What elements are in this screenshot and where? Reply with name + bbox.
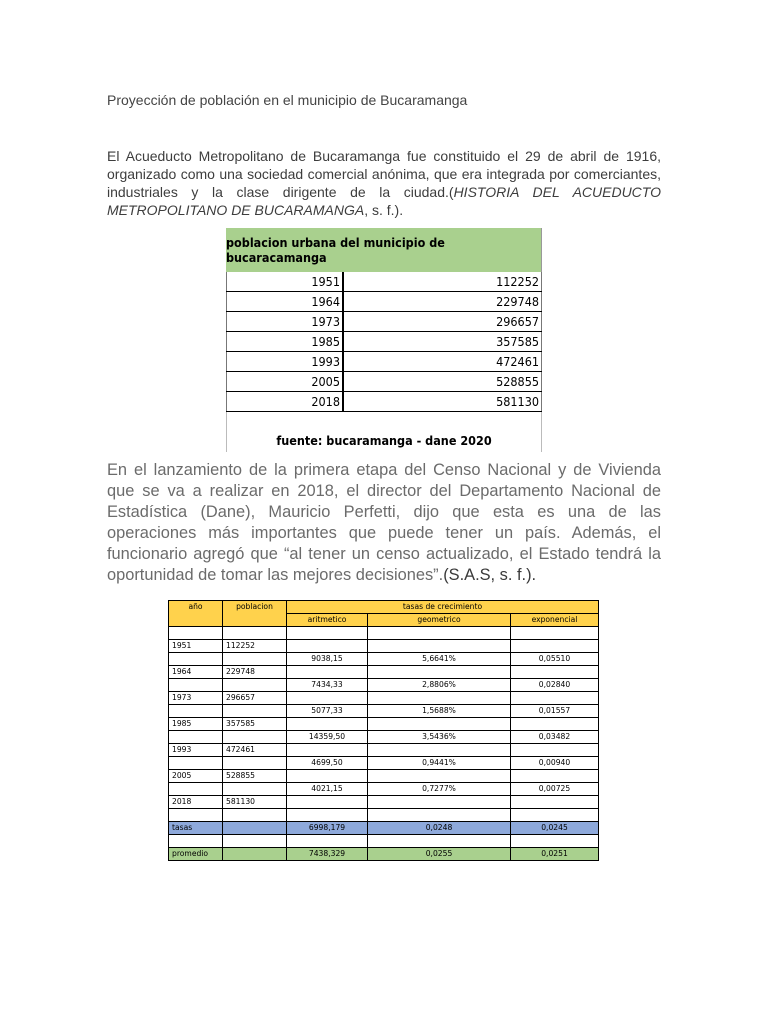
table-cell (169, 731, 223, 744)
table-cell: 4021,15 (287, 783, 368, 796)
population-value: 581130 (344, 392, 542, 411)
table-cell (287, 796, 368, 809)
table-cell (169, 783, 223, 796)
table-cell: 528855 (223, 770, 287, 783)
population-year: 1964 (226, 292, 344, 311)
table-cell: 296657 (223, 692, 287, 705)
intro-paragraph (107, 147, 661, 219)
table-cell (287, 666, 368, 679)
table-cell: 112252 (223, 640, 287, 653)
table-cell (511, 809, 599, 822)
table-cell (223, 627, 287, 640)
table-cell: 5,6641% (368, 653, 511, 666)
table-cell: 3,5436% (368, 731, 511, 744)
table-row (169, 627, 599, 640)
table-cell: 0,01557 (511, 705, 599, 718)
table-row (169, 692, 599, 705)
table-cell (223, 783, 287, 796)
table-row (169, 718, 599, 731)
population-row (226, 292, 542, 312)
table-cell (368, 809, 511, 822)
table-cell (368, 640, 511, 653)
table-cell (223, 809, 287, 822)
census-citation: (S.A.S, s. f.). (443, 566, 537, 584)
table-cell: promedio (169, 848, 223, 861)
population-year: 1973 (226, 312, 344, 331)
table-cell (368, 770, 511, 783)
table-cell (511, 692, 599, 705)
table-cell: 0,00940 (511, 757, 599, 770)
table-cell: 581130 (223, 796, 287, 809)
table-cell: 14359,50 (287, 731, 368, 744)
table-cell (287, 809, 368, 822)
table-cell: 0,02840 (511, 679, 599, 692)
table-cell (287, 835, 368, 848)
population-row (226, 332, 542, 352)
table-cell (223, 653, 287, 666)
population-year: 1951 (226, 272, 344, 291)
table-cell: 2005 (169, 770, 223, 783)
table-cell (287, 640, 368, 653)
table-cell (169, 679, 223, 692)
table-cell (287, 770, 368, 783)
table-cell (223, 705, 287, 718)
header-row (169, 601, 599, 614)
population-table-body (226, 272, 542, 412)
table-cell (511, 666, 599, 679)
table-row (169, 731, 599, 744)
population-table-title: poblacion urbana del municipio de bucaracamanga (226, 228, 542, 272)
table-cell: 1,5688% (368, 705, 511, 718)
census-text: En el lanzamiento de la primera etapa del Censo Nacional y de Vivienda que se va a realizar en 2018, el director del Departamento Nacional de Estadística (Dane), Mauricio Perfetti, dijo que esta es una de las operaciones más importantes que puede tener un país. Además, el funcionario agregó que “al tener un censo actualizado, el Estado tendrá la oportunidad de tomar las mejores decisiones”. (107, 461, 661, 584)
table-cell: 472461 (223, 744, 287, 757)
table-cell (287, 692, 368, 705)
col-header-anio: año (169, 601, 223, 627)
table-cell: 1951 (169, 640, 223, 653)
table-cell (169, 809, 223, 822)
table-cell (287, 627, 368, 640)
intro-text: El Acueducto Metropolitano de Bucaramanga fue constituido el 29 de abril de 1916, organizado como una sociedad comercial anónima, que era integrada por comerciantes, industriales y la clase dirigente de la ciudad.( (107, 148, 661, 200)
table-cell: 2018 (169, 796, 223, 809)
table-cell (287, 744, 368, 757)
table-row (169, 783, 599, 796)
table-cell (368, 835, 511, 848)
table-row (169, 757, 599, 770)
table-cell (511, 718, 599, 731)
col-header-exponencial: exponencial (511, 614, 599, 627)
table-cell (169, 653, 223, 666)
table-cell: 1993 (169, 744, 223, 757)
table-cell (223, 679, 287, 692)
population-year: 2005 (226, 372, 344, 391)
population-row (226, 392, 542, 412)
table-cell (368, 692, 511, 705)
intro-citation-title: HISTORIA DEL ACUEDUCTO METROPOLITANO DE BUCARAMANGA (107, 184, 661, 218)
table-cell: 1964 (169, 666, 223, 679)
table-cell: 357585 (223, 718, 287, 731)
table-cell: tasas (169, 822, 223, 835)
table-cell (368, 796, 511, 809)
intro-citation-tail: , s. f.). (364, 202, 404, 218)
table-cell: 7438,329 (287, 848, 368, 861)
page-heading: Proyección de población en el municipio de Bucaramanga (107, 92, 468, 108)
population-year: 2018 (226, 392, 344, 411)
table-cell: 7434,33 (287, 679, 368, 692)
table-cell (511, 627, 599, 640)
population-value: 472461 (344, 352, 542, 371)
growth-rates-table (168, 600, 599, 861)
population-table (226, 228, 542, 452)
table-cell: 1973 (169, 692, 223, 705)
table-cell (169, 705, 223, 718)
table-cell (511, 640, 599, 653)
table-cell (368, 627, 511, 640)
table-cell: 6998,179 (287, 822, 368, 835)
census-paragraph (107, 460, 661, 586)
population-value: 296657 (344, 312, 542, 331)
table-cell: 0,0255 (368, 848, 511, 861)
table-cell (287, 718, 368, 731)
table-cell (169, 835, 223, 848)
col-header-aritmetico: aritmetico (287, 614, 368, 627)
population-row (226, 352, 542, 372)
population-row (226, 372, 542, 392)
table-row (169, 705, 599, 718)
tasas-row (169, 822, 599, 835)
table-row (169, 666, 599, 679)
population-row (226, 312, 542, 332)
table-cell (368, 666, 511, 679)
table-row (169, 796, 599, 809)
table-cell: 5077,33 (287, 705, 368, 718)
table-cell (169, 757, 223, 770)
table-row (169, 744, 599, 757)
table-row (169, 809, 599, 822)
population-value: 229748 (344, 292, 542, 311)
population-year: 1985 (226, 332, 344, 351)
promedio-row (169, 848, 599, 861)
table-cell (511, 835, 599, 848)
population-value: 112252 (344, 272, 542, 291)
table-cell: 0,9441% (368, 757, 511, 770)
table-row (169, 770, 599, 783)
table-cell: 9038,15 (287, 653, 368, 666)
table-cell: 4699,50 (287, 757, 368, 770)
table-cell (223, 757, 287, 770)
table-cell (223, 822, 287, 835)
table-cell: 0,05510 (511, 653, 599, 666)
table-cell (511, 744, 599, 757)
col-header-poblacion: poblacion (223, 601, 287, 627)
col-header-geometrico: geometrico (368, 614, 511, 627)
table-row (169, 640, 599, 653)
table-cell: 1985 (169, 718, 223, 731)
table-row (169, 679, 599, 692)
table-cell: 229748 (223, 666, 287, 679)
population-table-source: fuente: bucaramanga - dane 2020 (226, 412, 542, 452)
table-row (169, 653, 599, 666)
table-cell: 0,0245 (511, 822, 599, 835)
table-cell: 0,7277% (368, 783, 511, 796)
table-cell: 0,0248 (368, 822, 511, 835)
table-cell (169, 627, 223, 640)
table-row (169, 835, 599, 848)
table-cell (368, 718, 511, 731)
table-cell (368, 744, 511, 757)
population-year: 1993 (226, 352, 344, 371)
table-cell (511, 770, 599, 783)
table-cell (223, 731, 287, 744)
table-cell: 0,03482 (511, 731, 599, 744)
population-row (226, 272, 542, 292)
table-cell (223, 848, 287, 861)
table-cell (223, 835, 287, 848)
table-cell (511, 796, 599, 809)
table-cell: 0,00725 (511, 783, 599, 796)
table-cell: 0,0251 (511, 848, 599, 861)
table-cell: 2,8806% (368, 679, 511, 692)
population-value: 357585 (344, 332, 542, 351)
col-header-tasas: tasas de crecimiento (287, 601, 599, 614)
population-value: 528855 (344, 372, 542, 391)
